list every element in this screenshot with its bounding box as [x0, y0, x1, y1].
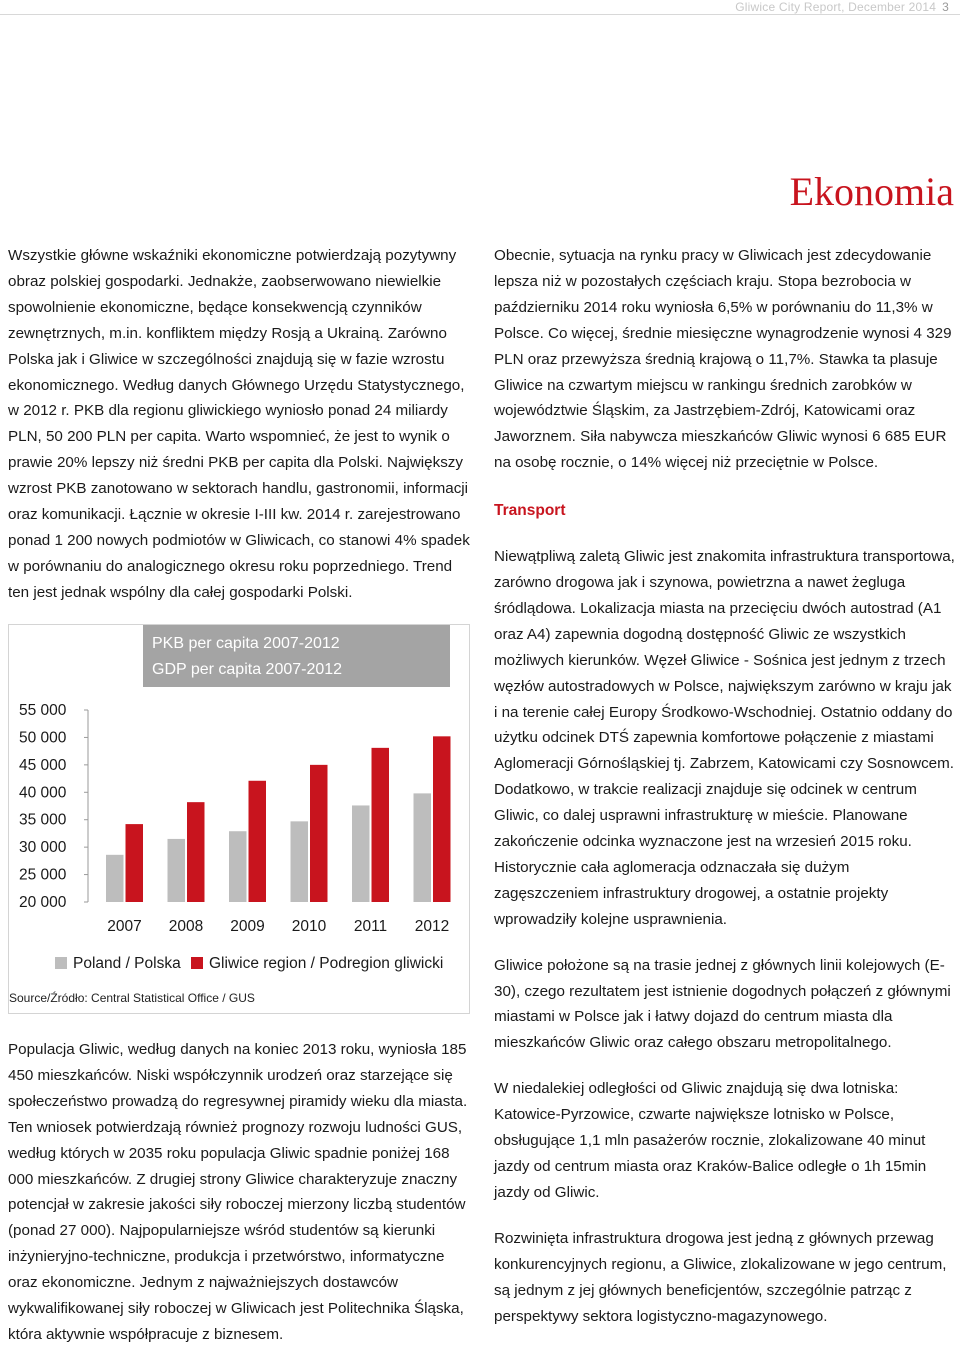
legend-label-gliwice: Gliwice region / Podregion gliwicki [209, 955, 444, 972]
gdp-chart [8, 624, 470, 1014]
running-title: Gliwice City Report, December 2014 3 [735, 0, 949, 14]
transport-heading: Transport [494, 502, 566, 520]
chart-subtitle: GDP per capita 2007-2012 [152, 661, 343, 678]
legend-label-poland: Poland / Polska [73, 955, 181, 972]
x-tick-label: 2007 [107, 918, 142, 935]
chart-title: PKB per capita 2007-2012 [152, 635, 340, 652]
y-tick-label: 45 000 [19, 756, 67, 774]
population-paragraph: Populacja Gliwic, według danych na koniec 2013 roku, wyniosła 185 450 mieszkańców. Niski współczynnik urodzeń oraz starzejące się społeczeństwo prowadzą do regresywnej piramidy wieku dla miasta. Ten wniosek potwierdzają również prognozy rozwoju ludności GUS, według których w 2035 roku populacja Gliwic spadnie poniżej 168 000 mieszkańców. Z drugiej strony Gliwice charakteryzuje znaczny potencjał w zakresie jakości siły roboczej mierzony liczbą studentów (ponad 27 000). Najpopularniejsze wśród studentów są kierunki inżynieryjno-techniczne, produkcja i przetwórstwo, informatyczne oraz ekonomiczne. Jednym z najważniejszych dostawców wykwalifikowanej siły roboczej w Gliwicach jest Politechnika Śląska, która aktywnie współpracuje z biznesem. [8, 1041, 468, 1343]
y-tick-label: 25 000 [19, 866, 67, 884]
x-tick-label: 2010 [291, 918, 327, 935]
y-tick-label: 55 000 [19, 702, 67, 719]
bar-gliwice-2012 [433, 736, 451, 902]
bar-gliwice-2007 [126, 824, 144, 902]
y-tick-label: 35 000 [19, 811, 67, 829]
transport-paragraph-3: W niedalekiej odległości od Gliwic znajdują się dwa lotniska: Katowice-Pyrzowice, czwarte największe lotnisko w Polsce, obsługujące 1,1 mln pasażerów rocznie, zlokalizowane 40 minut jazdy od centrum miasta oraz Kraków-Balice odległe o 1h 15min jazdy od Gliwic. [494, 1080, 927, 1201]
right-column [494, 243, 956, 1329]
x-tick-label: 2009 [230, 918, 265, 935]
transport-paragraph-2: Gliwice położone są na trasie jednej z głównych linii kolejowych (E-30), czego rezultatem jest istnienie dogodnych połączeń z głównymi miastami w Polsce jak i łatwy dojazd do centrum miasta dla mieszkańców Gliwic oraz całego obszaru metropolitalnego. [494, 956, 951, 1052]
bar-poland-2012 [414, 793, 432, 902]
legend-swatch-poland [55, 957, 67, 969]
x-tick-label: 2008 [168, 918, 204, 935]
y-tick-label: 50 000 [19, 729, 67, 747]
y-tick-label: 30 000 [19, 839, 67, 857]
transport-paragraph-4: Rozwinięta infrastruktura drogowa jest jedną z głównych przewag konkurencyjnych regionu, a Gliwice, zlokalizowane w jego centrum, są jednym z jej głównych beneficjentów, szczególnie patrząc z perspektywy sektora logistyczno-magazynowego. [494, 1229, 947, 1325]
legend-item-poland [55, 953, 181, 975]
page-number: 3 [942, 0, 949, 14]
bar-gliwice-2011 [372, 748, 390, 902]
bar-poland-2010 [291, 821, 309, 902]
intro-paragraph: Wszystkie główne wskaźniki ekonomiczne potwierdzają pozytywny obraz polskiej gospodarki. Jednakże, zaobserwowano niewielkie spowolnienie ekonomiczne, będące konsekwencją czynników zewnętrznych, m.in. konfliktem między Rosją a Ukrainą. Zarówno Polska jak i Gliwice w szczególności znajdują się w fazie wzrostu ekonomicznego. Według danych Głównego Urzędu Statystycznego, w 2012 r. PKB dla regionu gliwickiego wyniosło ponad 24 miliardy PLN, 50 200 PLN per capita. Warto wspomnieć, że jest to wynik o prawie 20% lepszy niż średni PKB per capita dla Polski. Największy wzrost PKB zanotowano w sektorach handlu, gastronomii, informacji oraz komunikacji. Łącznie w okresie I-III kw. 2014 r. zarejestrowano ponad 1 200 nowych podmiotów w Gliwicach, co stanowi 4% spadek w porównaniu do analogicznego okresu roku poprzedniego. Trend ten jest jednak wspólny dla całej gospodarki Polski. [8, 247, 470, 601]
bar-gliwice-2010 [310, 765, 328, 902]
x-tick-label: 2012 [414, 918, 450, 935]
bar-poland-2011 [352, 805, 370, 902]
bar-poland-2007 [106, 855, 124, 902]
chart-source: Source/Źródło: Central Statistical Office / GUS [9, 991, 255, 1005]
y-tick-label: 20 000 [19, 894, 67, 911]
left-column-population [8, 1037, 470, 1348]
bar-gliwice-2008 [187, 802, 205, 902]
labour-paragraph: Obecnie, sytuacja na rynku pracy w Gliwicach jest zdecydowanie lepsza niż w pozostałych częściach kraju. Stopa bezrobocia w październiku 2014 roku wyniosła 6,5% w porównaniu do 11,3% w Polsce. Co więcej, średnie miesięczne wynagrodzenie wynosi 4 329 PLN oraz przewyższa średnią krajową o 11,7%. Stawka ta plasuje Gliwice na czwartym miejscu w rankingu średnich zarobków w województwie Śląskim, za Jastrzębiem-Zdrój, Katowicami oraz Jaworznem. Siła nabywcza mieszkańców Gliwic wynosi 6 685 EUR na osobę rocznie, o 14% więcej niż przeciętnie w Polsce. [494, 247, 952, 472]
bar-poland-2008 [168, 839, 186, 902]
legend-swatch-gliwice [191, 957, 203, 969]
bar-gliwice-2009 [249, 781, 267, 902]
x-tick-label: 2011 [353, 918, 388, 935]
legend-item-gliwice [191, 953, 443, 975]
transport-paragraph-1: Niewątpliwą zaletą Gliwic jest znakomita infrastruktura transportowa, zarówno drogowa jak i szynowa, powietrzna a nawet żegluga śródlądowa. Lokalizacja miasta na przecięciu dwóch autostrad (A1 oraz A4) zapewnia dogodną dostępność Gliwic ze wszystkich możliwych kierunków. Węzeł Gliwice - Sośnica jest jednym z trzech węzłów autostradowych w Polsce, największym zarówno w kraju jak i na terenie całej Europy Środkowo-Wschodniej. Ostatnio oddany do użytku odcinek DTŚ zapewnia komfortowe połączenie z miastami Aglomeracji Górnośląskiej tj. Zabrzem, Katowicami czy Sosnowcem. Dodatkowo, w trakcie realizacji znajduje się odcinek w centrum Gliwic, co dalej usprawni infrastrukturę w mieście. Planowane zakończenie odcinka wyznaczone jest na wrzesień 2015 roku. Historycznie cała aglomeracja odznaczała się dużym zagęszczeniem infrastruktury drogowej, a ostatnie projekty wprowadziły kolejne usprawnienia. [494, 548, 955, 928]
y-tick-label: 40 000 [19, 784, 67, 802]
section-title: Ekonomia [789, 169, 954, 214]
bar-poland-2009 [229, 831, 247, 902]
running-header [0, 0, 960, 15]
left-column-intro [8, 243, 470, 606]
